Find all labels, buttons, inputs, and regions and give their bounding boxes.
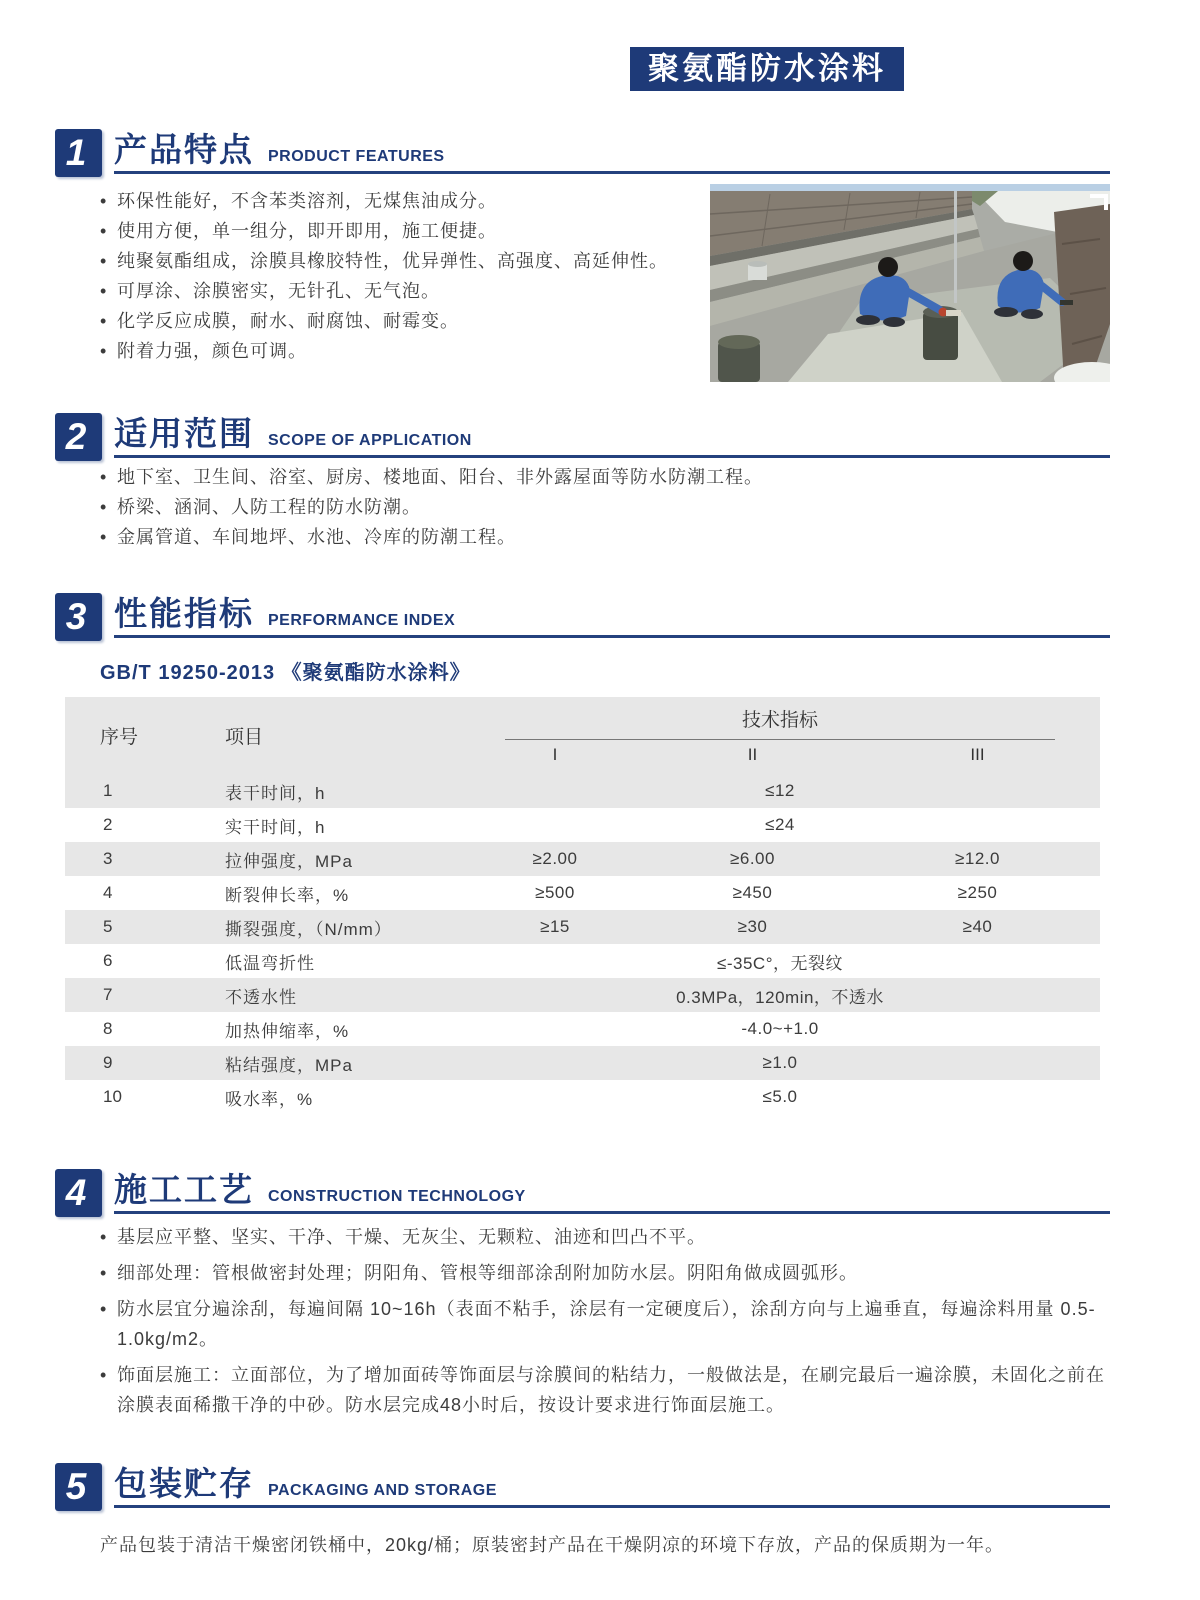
row-number: 2	[103, 815, 113, 834]
section-title-underline	[114, 132, 1110, 174]
application-photo	[710, 184, 1110, 382]
performance-table-body	[65, 774, 1100, 1114]
row-value-span: ≤12	[460, 774, 1100, 808]
section-title: 适用范围	[114, 414, 254, 452]
section-title-underline	[114, 416, 1110, 458]
product-title-banner: 聚氨酯防水涂料	[630, 47, 904, 91]
row-item: 撕裂强度，（N/mm）	[190, 910, 460, 944]
section-number-badge: 5	[55, 1463, 102, 1511]
row-value-span: ≤24	[765, 815, 795, 834]
section-title-underline	[114, 1172, 1110, 1214]
row-value-2: ≥30	[650, 910, 855, 944]
row-value-3: ≥12.0	[855, 842, 1100, 876]
table-row	[65, 774, 1100, 808]
construction-item: • 基层应平整、坚实、干净、干燥、无灰尘、无颗粒、油迹和凹凸不平。	[100, 1222, 1110, 1252]
features-list	[100, 182, 690, 382]
section-header-construction	[55, 1166, 1110, 1214]
performance-table	[65, 697, 1100, 1114]
table-row	[65, 842, 1100, 876]
row-item: 断裂伸长率，%	[225, 885, 350, 905]
section-number-badge: 4	[55, 1169, 102, 1217]
row-value-span: 0.3MPa，120min，不透水	[460, 978, 1100, 1012]
features-row	[55, 182, 1110, 382]
table-row	[65, 910, 1100, 944]
rooftop-coating-photo	[710, 184, 1110, 382]
row-value-span: ≤-35C°，无裂纹	[717, 953, 843, 973]
feature-item: • 纯聚氨酯组成，涂膜具橡胶特性，优异弹性、高强度、高延伸性。	[100, 251, 690, 272]
section-title: 性能指标	[114, 594, 254, 632]
column-header-no: 序号	[65, 697, 190, 774]
feature-item: • 化学反应成膜，耐水、耐腐蚀、耐霉变。	[100, 311, 690, 332]
application-item: • 地下室、卫生间、浴室、厨房、楼地面、阳台、非外露屋面等防水防潮工程。	[100, 467, 1110, 488]
column-header-item: 项目	[190, 697, 460, 774]
row-number: 9	[65, 1046, 190, 1080]
row-number: 7	[65, 978, 190, 1012]
construction-item: • 细部处理：管根做密封处理；阴阳角、管根等细部涂刮附加防水层。阴阳角做成圆弧形。	[100, 1258, 1110, 1288]
table-row	[65, 1046, 1100, 1080]
row-number: 6	[103, 951, 113, 970]
row-value-3: ≥250	[957, 883, 998, 902]
row-number: 3	[65, 842, 190, 876]
packaging-text: 产品包装于清洁干燥密闭铁桶中，20kg/桶；原装密封产品在干燥阴凉的环境下存放，产品的保质期为一年。	[100, 1535, 1005, 1555]
row-item: 粘结强度，MPa	[190, 1046, 460, 1080]
row-value-2: ≥6.00	[650, 842, 855, 876]
row-item: 吸水率，%	[225, 1089, 314, 1109]
row-item: 表干时间，h	[190, 774, 460, 808]
table-row	[65, 808, 1100, 842]
row-value-span: ≤5.0	[762, 1087, 798, 1106]
section-header-product-features	[55, 126, 1110, 174]
applications-list	[100, 467, 1110, 548]
standard-reference: GB/T 19250-2013 《聚氨酯防水涂料》	[100, 662, 471, 684]
application-item: • 桥梁、涵洞、人防工程的防水防潮。	[100, 497, 1110, 518]
row-number: 5	[65, 910, 190, 944]
construction-item: • 防水层宜分遍涂刮，每遍间隔 10~16h（表面不粘手，涂层有一定硬度后），涂刮方向与上遍垂直，每遍涂料用量 0.5-1.0kg/m2。	[100, 1294, 1110, 1354]
column-header-grade-1: I	[460, 740, 650, 774]
row-value-1: ≥2.00	[460, 842, 650, 876]
section-number-badge: 2	[55, 413, 102, 461]
tech-index-label: 技术指标	[505, 705, 1055, 740]
column-header-grade-2: II	[650, 740, 855, 774]
table-row	[65, 876, 1100, 910]
construction-list	[100, 1222, 1110, 1420]
table-row	[65, 978, 1100, 1012]
application-item: • 金属管道、车间地坪、水池、冷库的防潮工程。	[100, 527, 1110, 548]
section-header-performance	[55, 590, 1110, 638]
row-value-span: ≥1.0	[460, 1046, 1100, 1080]
section-title-underline	[114, 1466, 1110, 1508]
row-value-3: ≥40	[855, 910, 1100, 944]
table-row	[65, 1012, 1100, 1046]
row-item: 实干时间，h	[225, 817, 326, 837]
table-row	[65, 944, 1100, 978]
feature-item: • 附着力强，颜色可调。	[100, 341, 690, 362]
section-number-badge: 1	[55, 129, 102, 177]
column-header-grade-3: III	[855, 740, 1100, 774]
row-value-1: ≥500	[535, 883, 575, 902]
row-number: 4	[103, 883, 113, 902]
row-number: 8	[103, 1019, 113, 1038]
row-value-2: ≥450	[732, 883, 773, 902]
section-subtitle: PRODUCT FEATURES	[268, 147, 445, 165]
row-number: 1	[65, 774, 190, 808]
row-value-span: -4.0~+1.0	[741, 1019, 819, 1038]
row-number: 10	[103, 1087, 122, 1106]
section-title: 包装贮存	[114, 1464, 254, 1502]
section-title: 施工工艺	[114, 1170, 254, 1208]
section-header-packaging	[55, 1460, 1110, 1508]
row-item: 低温弯折性	[225, 953, 315, 973]
feature-item: • 可厚涂、涂膜密实，无针孔、无气泡。	[100, 281, 690, 302]
section-subtitle: SCOPE OF APPLICATION	[268, 431, 472, 449]
feature-item: • 使用方便，单一组分，即开即用，施工便捷。	[100, 221, 690, 242]
section-title-underline	[114, 596, 1110, 638]
row-item: 拉伸强度，MPa	[190, 842, 460, 876]
section-number-badge: 3	[55, 593, 102, 641]
construction-item: • 饰面层施工：立面部位，为了增加面砖等饰面层与涂膜间的粘结力，一般做法是，在刷完最后一遍涂膜，未固化之前在涂膜表面稀撒干净的中砂。防水层完成48小时后，按设计要求进行饰面层施工。	[100, 1360, 1110, 1420]
feature-item: • 环保性能好，不含苯类溶剂，无煤焦油成分。	[100, 191, 690, 212]
section-subtitle: PERFORMANCE INDEX	[268, 611, 456, 629]
section-header-scope	[55, 410, 1110, 458]
section-subtitle: PACKAGING AND STORAGE	[268, 1481, 497, 1499]
row-item: 不透水性	[190, 978, 460, 1012]
column-header-tech	[460, 697, 1100, 740]
section-subtitle: CONSTRUCTION TECHNOLOGY	[268, 1187, 526, 1205]
row-value-1: ≥15	[460, 910, 650, 944]
section-title: 产品特点	[114, 130, 254, 168]
row-item: 加热伸缩率，%	[225, 1021, 350, 1041]
table-row	[65, 1080, 1100, 1114]
